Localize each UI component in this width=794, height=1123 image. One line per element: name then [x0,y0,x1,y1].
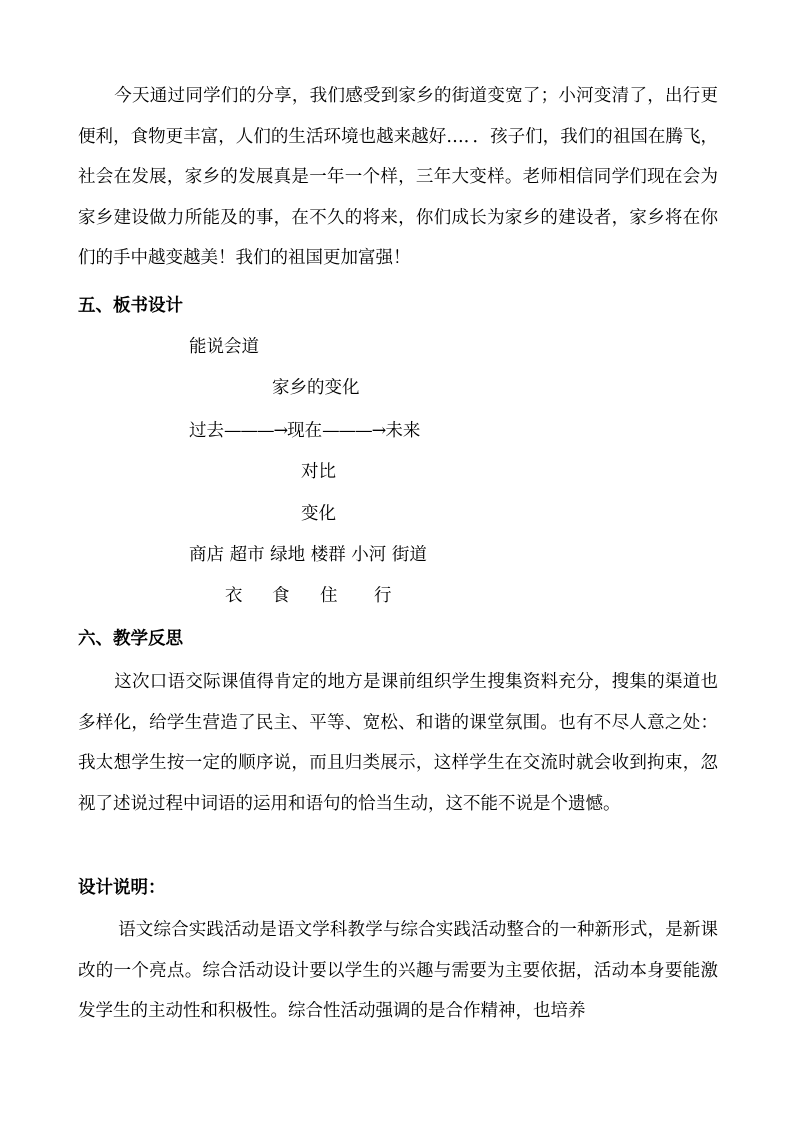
board-aspect-travel: 行 [374,586,392,606]
board-line-contrast: 对比 [301,462,336,482]
board-arrow-2: ———→ [322,421,386,441]
board-aspect-food: 食 [272,586,290,606]
board-line-change: 变化 [301,504,336,524]
board-future: 未来 [385,421,421,441]
board-line-places: 商店 超市 绿地 楼群 小河 街道 [189,545,427,565]
board-aspect-clothing: 衣 [225,586,243,606]
section-heading-reflection: 六、教学反思 [78,629,183,649]
board-now: 现在 [287,421,323,441]
section-heading-design-note: 设计说明： [78,878,166,898]
design-note-paragraph-text: 语文综合实践活动是语文学科教学与综合实践活动整合的一种新形式，是新课改的一个亮点。综合活动设计要以学生的兴趣与需要为主要依据，活动本身要能激发学生的主动性和积极性。综合性活动强调的是合作精神，也培养 [78,920,718,1021]
design-note-paragraph [78,910,718,1032]
reflection-paragraph-text: 这次口语交际课值得肯定的地方是课前组织学生搜集资料充分，搜集的渠道也多样化，给学生营造了民主、平等、宽松、和谐的课堂氛围。也有不尽人意之处：我太想学生按一定的顺序说，而且归类展示，这样学生在交流时就会收到拘束，忽视了述说过程中词语的运用和语句的恰当生动，这不能不说是个遗憾。 [78,672,718,814]
board-line-aspects [225,584,392,608]
intro-paragraph-text: 今天通过同学们的分享，我们感受到家乡的街道变宽了；小河变清了，出行更便利，食物更丰富，人们的生活环境也越来越好…．．孩子们，我们的祖国在腾飞，社会在发展，家乡的发展真是一年一个样，三年大变样。老师相信同学们现在会为家乡建设做力所能及的事，在不久的将来，你们成长为家乡的建设者，家乡将在你们的手中越变越美！我们的祖国更加富强！ [78,86,718,268]
reflection-paragraph [78,662,718,824]
board-past: 过去 [189,421,224,441]
board-line-title: 能说会道 [189,337,259,357]
board-arrow-1: ———→ [224,421,288,441]
section-heading-board-design: 五、板书设计 [78,296,183,316]
board-line-timeline [189,419,420,443]
intro-paragraph [78,76,718,279]
board-aspect-housing: 住 [320,586,338,606]
board-line-topic: 家乡的变化 [272,378,360,398]
